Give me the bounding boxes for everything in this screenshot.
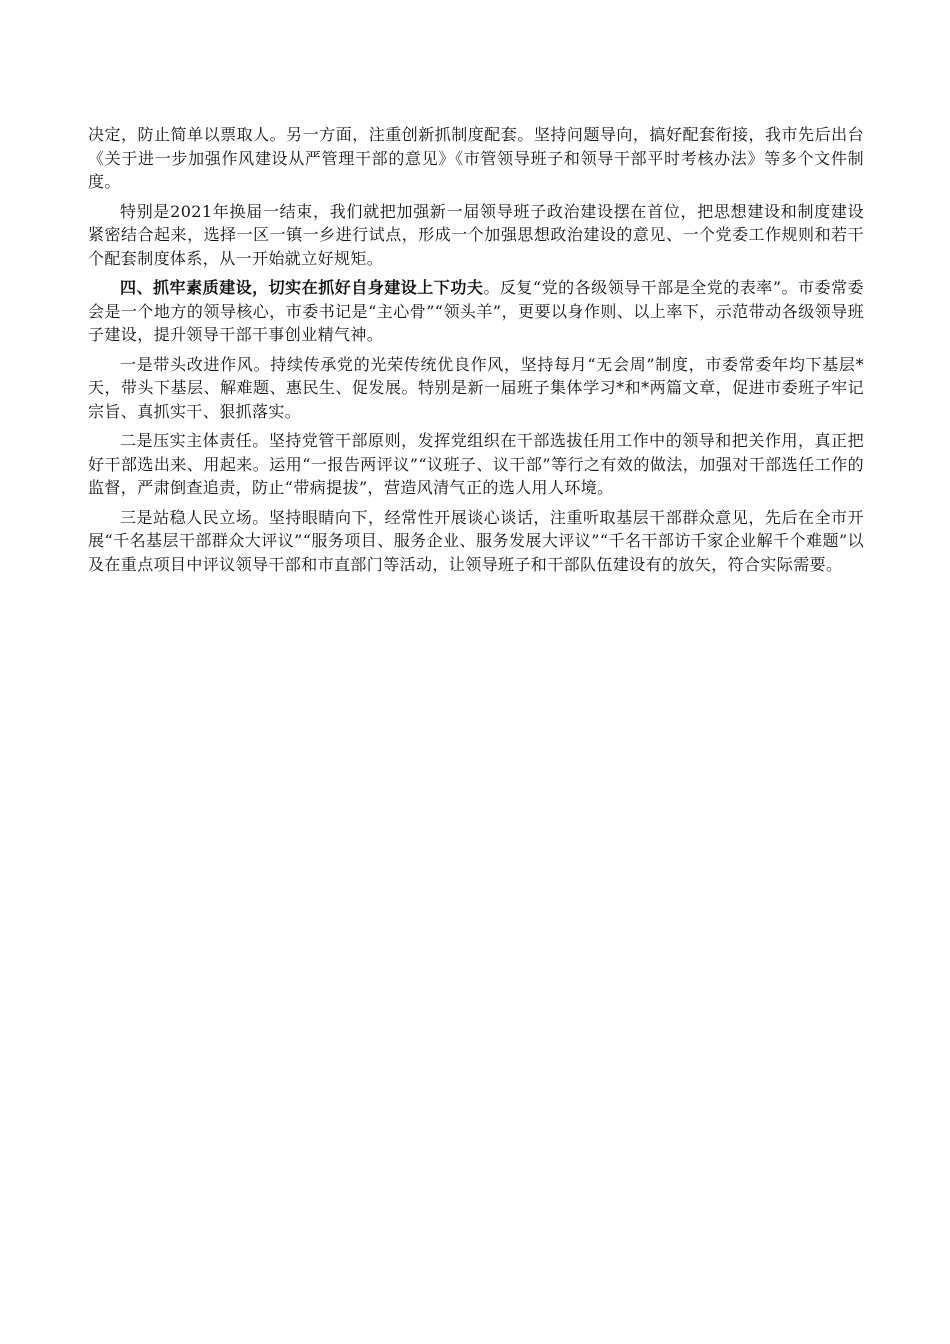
- paragraph-2: 特别是2021年换届一结束，我们就把加强新一届领导班子政治建设摆在首位，把思想建设和制度建设紧密结合起来，选择一区一镇一乡进行试点，形成一个加强思想政治建设的意见、一个党委工作规则和若干个配套制度体系，从一开始就立好规矩。: [88, 201, 864, 268]
- paragraph-6: 三是站稳人民立场。坚持眼睛向下，经常性开展谈心谈话，注重听取基层干部群众意见，先后在全市开展“千名基层干部群众大评议”“服务项目、服务企业、服务发展大评议”“千名干部访千家企业解千个难题”以及在重点项目中评议领导干部和市直部门等活动，让领导班子和干部队伍建设有的放矢，符合实际需要。: [88, 507, 864, 574]
- section-heading: 四、抓牢素质建设，切实在抓好自身建设上下功夫: [120, 278, 484, 297]
- paragraph-3-text: 。反复“党的各级领导干部是全党的表率”。市委常委会是一个地方的领导核心，市委书记是“主心骨”“领头羊”，更要以身作则、以上率下，示范带动各级领导班子建设，提升领导干部干事创业精气神。: [88, 278, 864, 344]
- paragraph-4: 一是带头改进作风。持续传承党的光荣传统优良作风，坚持每月“无会周”制度，市委常委年均下基层*天，带头下基层、解难题、惠民生、促发展。特别是新一届班子集体学习*和*两篇文章，促进市委班子牢记宗旨、真抓实干、狠抓落实。: [88, 354, 864, 421]
- document-body: [88, 123, 864, 582]
- paragraph-5: 二是压实主体责任。坚持党管干部原则，发挥党组织在干部选拔任用工作中的领导和把关作用，真正把好干部选出来、用起来。运用“一报告两评议”“议班子、议干部”等行之有效的做法，加强对干部选任工作的监督，严肃倒查追责，防止“带病提拔”，营造风清气正的选人用人环境。: [88, 431, 864, 497]
- paragraph-3: [88, 276, 864, 347]
- paragraph-1: 决定，防止简单以票取人。另一方面，注重创新抓制度配套。坚持问题导向，搞好配套衔接，我市先后出台《关于进一步加强作风建设从严管理干部的意见》《市管领导班子和领导干部平时考核办法》等多个文件制度。: [88, 125, 864, 191]
